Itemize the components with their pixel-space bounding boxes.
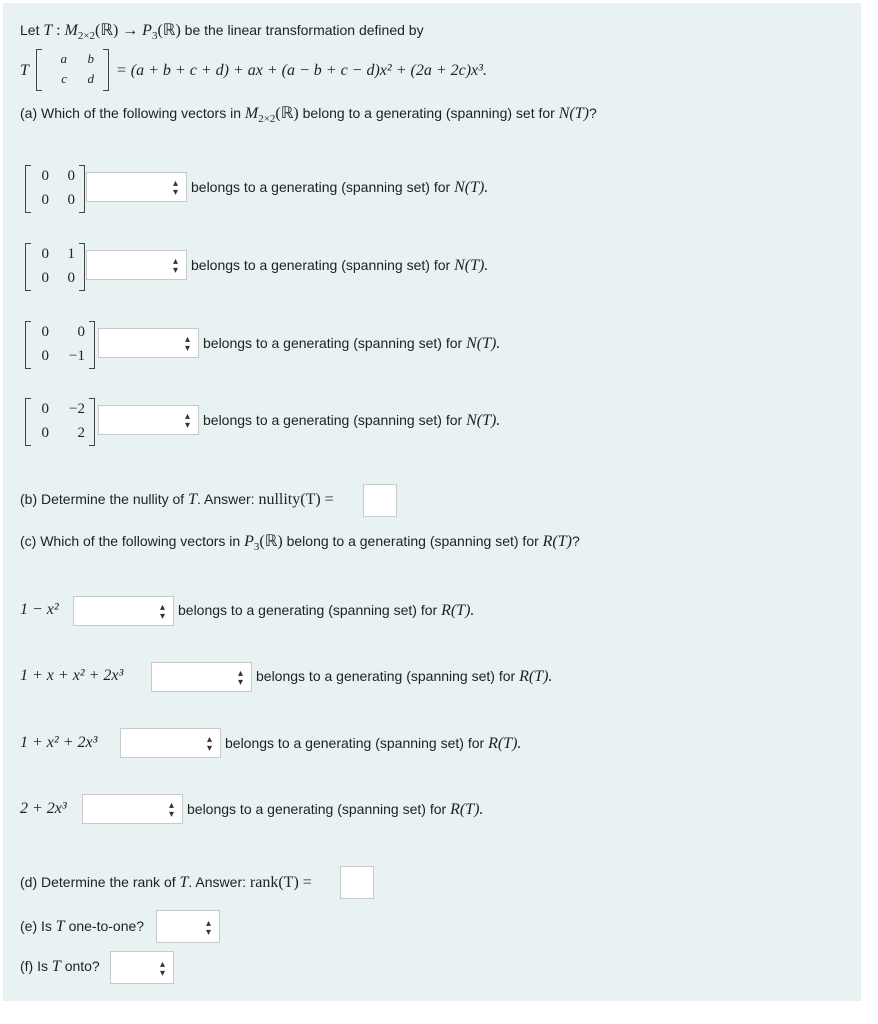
part-c-qmark: ? <box>571 533 580 549</box>
matrix-3-belongs-text: belongs to a generating (spanning set) for <box>203 335 463 351</box>
intro-domain: M <box>64 22 78 39</box>
part-a-nt: N(T) <box>558 105 589 122</box>
select-arrow-icon: ▴ ▾ <box>184 411 190 431</box>
poly-3-rt: R(T). <box>488 735 522 752</box>
part-d-question <box>20 874 312 892</box>
onto-select[interactable] <box>110 951 174 984</box>
matrix-4-nt: N(T). <box>466 412 501 429</box>
matrix-1-a12: 0 <box>67 168 75 184</box>
poly-4-select[interactable] <box>82 794 183 824</box>
part-a-space-field: (ℝ) <box>275 105 299 122</box>
part-c-space-sub: 3 <box>253 540 260 553</box>
intro-domain-sub: 2×2 <box>77 29 96 42</box>
matrix-4-a21: 0 <box>41 425 49 441</box>
matrix-4-belongs <box>203 412 500 430</box>
select-arrow-icon: ▴ ▾ <box>206 734 212 754</box>
poly-2-rt: R(T). <box>519 668 553 685</box>
poly-4-belongs <box>187 801 483 819</box>
matrix-4-right-bracket <box>89 398 95 446</box>
poly-option-2: 1 + x + x² + 2x³ <box>20 667 124 684</box>
part-b-T: T <box>188 491 197 508</box>
intro-codomain-field: (ℝ) <box>157 22 181 39</box>
intro-colon: : <box>56 22 61 39</box>
select-arrow-icon: ▴ ▾ <box>159 602 165 622</box>
matrix-c: c <box>61 71 67 86</box>
poly-2-belongs-text: belongs to a generating (spanning set) for <box>256 668 516 684</box>
part-e-post: one-to-one? <box>68 918 145 934</box>
part-d-T: T <box>179 874 189 891</box>
matrix-1-a22: 0 <box>67 192 75 208</box>
matrix-2-belongs-text: belongs to a generating (spanning set) for <box>191 257 451 273</box>
poly-3-belongs <box>225 735 521 753</box>
intro-domain-field: (ℝ) <box>95 22 119 39</box>
matrix-2-select[interactable] <box>86 250 187 280</box>
select-arrow-icon: ▴ ▾ <box>172 178 178 198</box>
part-c-space: P <box>244 533 254 550</box>
matrix-3-a12: 0 <box>77 324 85 340</box>
part-b-question-text: (b) Determine the nullity of <box>20 491 185 507</box>
intro-codomain: P <box>142 22 152 39</box>
part-b-answer-label: . Answer: <box>196 491 255 507</box>
part-f-question <box>20 958 100 976</box>
part-e-pre: (e) Is <box>20 918 52 934</box>
poly-1-rt: R(T). <box>441 602 475 619</box>
matrix-3-belongs <box>203 335 500 353</box>
part-f-pre: (f) Is <box>20 958 48 974</box>
part-c-question <box>20 531 580 553</box>
matrix-3-nt: N(T). <box>466 335 501 352</box>
select-arrow-icon: ▴ ▾ <box>168 800 174 820</box>
definition-rhs: = (a + b + c + d) + ax + (a − b + c − d)x² + (2a + 2c)x³. <box>116 62 487 79</box>
matrix-2-a12: 1 <box>67 246 75 262</box>
part-b-expr: nullity(T) = <box>258 491 334 508</box>
rank-input[interactable] <box>340 866 374 899</box>
part-e-T: T <box>55 918 65 935</box>
select-arrow-icon: ▴ ▾ <box>184 334 190 354</box>
matrix-1-belongs <box>191 179 488 197</box>
matrix-4-select[interactable] <box>98 405 199 435</box>
part-d-question-text: (d) Determine the rank of <box>20 874 176 890</box>
matrix-d: d <box>87 71 94 86</box>
part-c-space-field: (ℝ) <box>259 533 283 550</box>
matrix-2-right-bracket <box>79 243 85 291</box>
poly-2-select[interactable] <box>151 662 252 692</box>
matrix-4-belongs-text: belongs to a generating (spanning set) for <box>203 412 463 428</box>
part-a-question-pre: (a) Which of the following vectors in <box>20 105 241 121</box>
poly-1-belongs <box>178 602 474 620</box>
matrix-option-2 <box>25 243 85 293</box>
poly-1-belongs-text: belongs to a generating (spanning set) for <box>178 602 438 618</box>
part-a-space: M <box>244 105 259 122</box>
matrix-1-right-bracket <box>79 165 85 213</box>
definition-matrix <box>36 49 109 99</box>
poly-3-select[interactable] <box>120 728 221 758</box>
matrix-4-a11: 0 <box>41 401 49 417</box>
matrix-left-bracket <box>36 49 42 91</box>
poly-1-select[interactable] <box>73 596 174 626</box>
part-c-question-post: belong to a generating (spanning set) for <box>286 533 539 549</box>
part-d-expr: rank(T) = <box>249 874 312 891</box>
definition-T: T <box>20 62 29 79</box>
part-c-rt: R(T) <box>542 533 572 550</box>
poly-2-belongs <box>256 668 552 686</box>
poly-4-rt: R(T). <box>450 801 484 818</box>
intro-tail: be the linear transformation defined by <box>184 22 424 38</box>
part-e-question <box>20 918 144 936</box>
intro-T: T <box>43 22 53 39</box>
select-arrow-icon: ▴ ▾ <box>159 959 165 979</box>
intro-lead: Let <box>20 22 40 38</box>
one-to-one-select[interactable] <box>156 910 220 943</box>
select-arrow-icon: ▴ ▾ <box>205 918 211 938</box>
matrix-3-a21: 0 <box>41 348 49 364</box>
matrix-3-a22: −1 <box>69 348 85 364</box>
matrix-2-nt: N(T). <box>454 257 489 274</box>
matrix-option-3 <box>25 321 95 371</box>
part-a-space-sub: 2×2 <box>258 112 276 125</box>
intro-arrow: → <box>122 22 139 39</box>
part-c-question-pre: (c) Which of the following vectors in <box>20 533 241 549</box>
matrix-1-select[interactable] <box>86 172 187 202</box>
matrix-4-a22: 2 <box>77 425 85 441</box>
matrix-b: b <box>87 51 94 66</box>
matrix-3-select[interactable] <box>98 328 199 358</box>
select-arrow-icon: ▴ ▾ <box>172 256 178 276</box>
part-a-question <box>20 103 597 125</box>
matrix-2-belongs <box>191 257 488 275</box>
nullity-input[interactable] <box>363 484 397 517</box>
matrix-4-a12: −2 <box>69 401 85 417</box>
poly-option-4: 2 + 2x³ <box>20 800 67 817</box>
part-f-T: T <box>51 958 61 975</box>
matrix-right-bracket <box>103 49 109 91</box>
part-a-question-post: belong to a generating (spanning) set for <box>302 105 555 121</box>
matrix-2-a22: 0 <box>67 270 75 286</box>
part-b-question <box>20 491 334 509</box>
matrix-option-4 <box>25 398 95 448</box>
part-f-post: onto? <box>64 958 100 974</box>
question-panel <box>3 3 861 1001</box>
part-a-qmark: ? <box>588 105 597 121</box>
matrix-2-a21: 0 <box>41 270 49 286</box>
intro-line <box>20 20 424 42</box>
part-d-answer-label: . Answer: <box>188 874 247 890</box>
select-arrow-icon: ▴ ▾ <box>237 668 243 688</box>
matrix-1-belongs-text: belongs to a generating (spanning set) for <box>191 179 451 195</box>
matrix-a: a <box>60 51 67 66</box>
matrix-1-a11: 0 <box>41 168 49 184</box>
matrix-option-1 <box>25 165 85 215</box>
poly-option-1: 1 − x² <box>20 601 59 618</box>
matrix-1-nt: N(T). <box>454 179 489 196</box>
matrix-3-right-bracket <box>89 321 95 369</box>
poly-option-3: 1 + x² + 2x³ <box>20 734 98 751</box>
matrix-3-a11: 0 <box>41 324 49 340</box>
poly-3-belongs-text: belongs to a generating (spanning set) for <box>225 735 485 751</box>
intro-codomain-sub: 3 <box>151 29 158 42</box>
poly-4-belongs-text: belongs to a generating (spanning set) for <box>187 801 447 817</box>
matrix-1-a21: 0 <box>41 192 49 208</box>
matrix-2-a11: 0 <box>41 246 49 262</box>
